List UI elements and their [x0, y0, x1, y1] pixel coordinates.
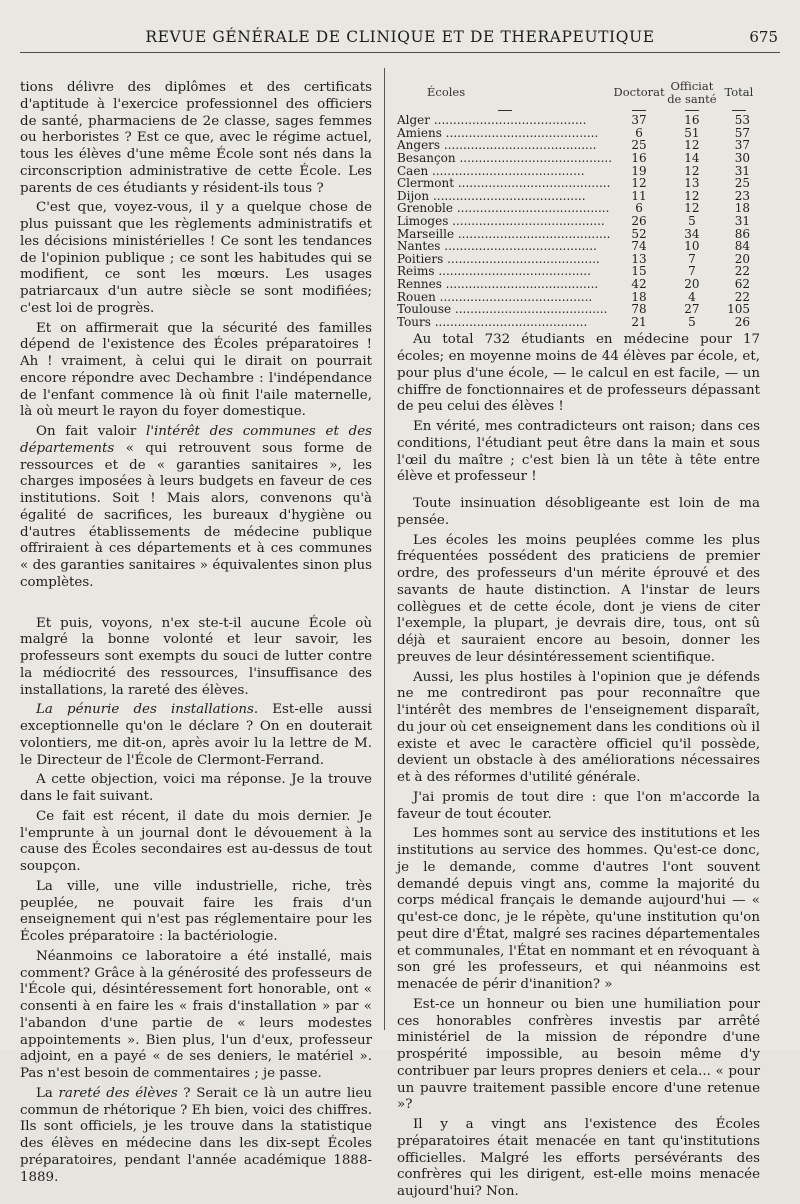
paragraph: Les écoles les moins peuplées comme les plus fréquentées possédent des praticiens de premier ordre, des professeurs d'un mérite éprouvé et des savants de haute distinction. A l'instar de leurs collègues et de cette école, dont je viens de citer l'exemple, la plupart, je devrais dire, tous, ont sû déjà et sauraient encore au besoin, donner les preuves de leur désintéressement scientifique.	[397, 532, 760, 665]
doctorat-cell: 42	[631, 276, 647, 291]
paragraph: Est-ce un honneur ou bien une humiliation pour ces honorables confrères investis par arrêté ministériel de la mission de répondre d'une prospérité impossible, au besoin même d'y contribuer par leurs propres deniers et cela... « pour un pauvre traitement passible encore d'une retenue »?	[397, 996, 760, 1113]
doctorat-cell: 78	[631, 302, 647, 317]
school-name-cell: Angers ........................................	[397, 138, 597, 153]
officiat-cell: 34	[684, 226, 700, 241]
officiat-cell: 27	[684, 302, 700, 317]
dash	[632, 110, 646, 111]
officiat-cell: 12	[684, 163, 700, 178]
total-cell: 23	[734, 188, 750, 203]
school-name-cell: Toulouse ........................................	[397, 302, 608, 317]
total-cell: 57	[734, 125, 750, 140]
school-name-cell: Poitiers ........................................	[397, 251, 600, 266]
text-run: « qui retrouvent sous forme de ressources et de « garanties sanitaires », les charges imposées à leurs budgets en faveur de ces institutions. Soit ! Mais alors, convenons qu'à égalité de sacrifices, les bureaux d'hygiène ou d'autres établissements de médecine publique offriraient à ces départements et à ces communes « des garanties sanitaires » équivalentes sinon plus complètes.	[20, 440, 372, 590]
table-row	[397, 114, 760, 127]
total-cell: 62	[734, 276, 750, 291]
officiat-cell: 12	[684, 138, 700, 153]
total-cell: 22	[734, 264, 750, 279]
officiat-cell: 5	[688, 213, 696, 228]
officiat-cell: 13	[684, 176, 700, 191]
table-row	[397, 316, 760, 329]
paragraph: Ce fait est récent, il date du mois dernier. Je l'emprunte à un journal dont le dévouement à la cause des Écoles secondaires est au-dessus de tout soupçon.	[20, 808, 372, 874]
paragraph: Les hommes sont au service des institutions et les institutions au service des hommes. Qu'est-ce donc, je le demande, comme d'autres l'ont souvent demandé depuis vingt ans, comme la majorité du corps médical français le demande aujourd'hui — « qu'est-ce donc, je le répète, qu'une institution qu'on peut dire d'État, malgré ses racines départementales et communales, l'État en nommant et en révoquant à son gré les professeurs, et qui néanmoins est menacée de périr d'inanition? »	[397, 826, 760, 993]
total-cell: 20	[734, 251, 750, 266]
school-name-cell: Reims ........................................	[397, 264, 591, 279]
running-title: REVUE GÉNÉRALE DE CLINIQUE ET DE THERAPEUTIQUE	[145, 28, 655, 46]
doctorat-cell: 25	[631, 138, 647, 153]
school-name-cell: Rouen ........................................	[397, 289, 593, 304]
total-cell: 26	[734, 314, 750, 329]
paragraph: Toute insinuation désobligeante est loin de ma pensée.	[397, 496, 760, 528]
col-header-doctorat: Doctorat	[613, 85, 665, 100]
doctorat-cell: 16	[631, 150, 647, 165]
doctorat-cell: 21	[631, 314, 647, 329]
column-divider	[384, 68, 385, 1030]
total-cell: 84	[734, 239, 750, 254]
schools-statistics-table	[397, 80, 760, 328]
left-column	[20, 80, 372, 1189]
officiat-cell: 51	[684, 125, 700, 140]
school-name-cell: Dijon ........................................	[397, 188, 586, 203]
dash	[685, 110, 699, 111]
doctorat-cell: 74	[631, 239, 647, 254]
paragraph: La ville, une ville industrielle, riche, très peuplée, ne pouvait faire les frais d'un enseignement qui n'est pas réglementaire pour les Écoles préparatoire : la bactériologie.	[20, 878, 372, 944]
officiat-cell: 7	[688, 264, 696, 279]
paragraph: Et on affirmerait que la sécurité des familles dépend de l'existence des Écoles préparatoires ! Ah ! vraiment, à celui qui le dirait on pourrait encore répondre avec Dechambre : l'indépendance de l'enfant commence là où finit l'aile maternelle, là où meurt le rayon du foyer domestique.	[20, 320, 372, 420]
school-name-cell: Tours ........................................	[397, 314, 588, 329]
officiat-cell: 7	[688, 251, 696, 266]
officiat-cell: 5	[688, 314, 696, 329]
doctorat-cell: 11	[631, 188, 647, 203]
total-cell: 86	[734, 226, 750, 241]
table-body	[397, 114, 760, 328]
total-cell: 30	[734, 150, 750, 165]
table-row	[397, 177, 760, 190]
paragraph: Néanmoins ce laboratoire a été installé, mais comment? Grâce à la générosité des professeurs de l'École qui, désintéressement fort honorable, ont « consenti à en faire les « frais d'installation » par « l'abandon d'une partie de « leurs modestes appointements ». Bien plus, l'un d'eux, professeur adjoint, en a payé « de ses deniers, le matériel ». Pas n'est besoin de commentaires ; je passe.	[20, 948, 372, 1081]
school-name-cell: Grenoble ........................................	[397, 201, 610, 216]
doctorat-cell: 52	[631, 226, 647, 241]
total-cell: 18	[734, 201, 750, 216]
total-cell: 31	[734, 163, 750, 178]
paragraph: Et puis, voyons, n'ex ste-t-il aucune École où malgré la bonne volonté et leur savoir, les professeurs sont exempts du souci de lutter contre la médiocrité des ressources, l'insuffisance des installations, la rareté des élèves.	[20, 615, 372, 698]
total-cell: 22	[734, 289, 750, 304]
doctorat-cell: 15	[631, 264, 647, 279]
officiat-cell: 20	[684, 276, 700, 291]
paragraph	[20, 424, 372, 592]
italic-phrase: La pénurie des installations.	[36, 702, 259, 718]
school-name-cell: Marseille ........................................	[397, 226, 611, 241]
officiat-cell: 4	[688, 289, 696, 304]
total-cell: 53	[734, 113, 750, 128]
school-name-cell: Nantes ........................................	[397, 239, 597, 254]
dash	[498, 110, 512, 111]
table-row	[397, 278, 760, 291]
paragraph	[20, 702, 372, 769]
officiat-cell: 12	[684, 188, 700, 203]
school-name-cell: Caen ........................................	[397, 163, 585, 178]
text-run: Est-elle aussi exceptionnelle qu'on le déclare ? On en douterait volontiers, me dit-on, après avoir lu la lettre de M. le Directeur de l'École de Clermont-Ferrand.	[20, 702, 372, 768]
school-name-cell: Clermont ........................................	[397, 176, 611, 191]
italic-phrase: rareté des élèves	[58, 1085, 178, 1101]
text-run: On fait valoir	[36, 424, 147, 439]
col-header-total: Total	[724, 85, 754, 100]
table-row	[397, 240, 760, 253]
school-name-cell: Limoges ........................................	[397, 213, 605, 228]
paragraph: Il y a vingt ans l'existence des Écoles préparatoires était menacée en tant qu'institutions officielles. Malgré les efforts persévérants des confrères qui les dirigent, est-elle moins menacée aujourd'hui? Non.	[397, 1117, 760, 1200]
officiat-cell: 10	[684, 239, 700, 254]
doctorat-cell: 26	[631, 213, 647, 228]
school-name-cell: Amiens ........................................	[397, 125, 599, 140]
total-cell: 105	[727, 302, 750, 317]
paragraph: tions délivre des diplômes et des certificats d'aptitude à l'exercice professionnel des officiers de santé, pharmaciens de 2e classe, sages femmes ou herboristes ? Est ce que, avec le régime actuel, tous les élèves d'une même École sont nés dans la circonscription administrative de cette École. Les parents de ces étudiants y résident-ils tous ?	[20, 80, 372, 196]
italic-phrase: l'intérêt des communes et des départements	[20, 424, 372, 456]
table-row	[397, 215, 760, 228]
page-number: 675	[749, 28, 778, 46]
doctorat-cell: 37	[631, 113, 647, 128]
text-run: ? Serait ce là un autre lieu commun de rhétorique ? Eh bien, voici des chiffres. Ils sont officiels, je les trouve dans la statistique des élèves en médecine dans les dix-sept Écoles préparatoires, pendant l'année académique 1888-1889.	[20, 1085, 372, 1185]
doctorat-cell: 19	[631, 163, 647, 178]
officiat-cell: 12	[684, 201, 700, 216]
paragraph: En vérité, mes contradicteurs ont raison; dans ces conditions, l'étudiant peut être dans la main et sous l'œil du maître ; c'est bien là un tête à tête entre élève et professeur !	[397, 419, 760, 485]
officiat-cell: 16	[684, 113, 700, 128]
doctorat-cell: 18	[631, 289, 647, 304]
table-header-row	[397, 80, 760, 107]
school-name-cell: Alger ........................................	[397, 113, 587, 128]
right-column	[397, 80, 760, 1204]
table-row	[397, 303, 760, 316]
paragraph: Aussi, les plus hostiles à l'opinion que je défends ne me contrediront pas pour reconnaître que l'intérêt des membres de l'enseignement disparaît, du jour où cet enseignement dans les conditions où il existe et avec le caractère officiel qu'il possède, devient un obstacle à des améliorations nécessaires et à des réformes d'utilité générale.	[397, 669, 760, 786]
col-header-ecoles: Écoles	[427, 85, 466, 100]
doctorat-cell: 13	[631, 251, 647, 266]
officiat-cell: 14	[684, 150, 700, 165]
school-name-cell: Rennes ........................................	[397, 276, 599, 291]
table-row	[397, 152, 760, 165]
doctorat-cell: 12	[631, 176, 647, 191]
doctorat-cell: 6	[635, 125, 643, 140]
paragraph	[20, 1086, 372, 1187]
paragraph: A cette objection, voici ma réponse. Je la trouve dans le fait suivant.	[20, 772, 372, 804]
paragraph: Au total 732 étudiants en médecine pour 17 écoles; en moyenne moins de 44 élèves par école, et, pour plus d'une école, — le calcul en est facile, — un chiffre de fonctionnaires et de professeurs dépassant de peu celui des élèves !	[397, 332, 760, 415]
paragraph: J'ai promis de tout dire : que l'on m'accorde la faveur de tout écouter.	[397, 789, 760, 822]
school-name-cell: Besançon ........................................	[397, 150, 613, 165]
page-header	[20, 28, 780, 53]
total-cell: 25	[734, 176, 750, 191]
total-cell: 37	[734, 138, 750, 153]
col-header-officiat: Officiat de santé	[667, 79, 717, 106]
dash	[732, 110, 746, 111]
total-cell: 31	[734, 213, 750, 228]
doctorat-cell: 6	[635, 201, 643, 216]
paragraph: C'est que, voyez-vous, il y a quelque chose de plus puissant que les règlements administratifs et les décisions ministérielles ! Ce sont les tendances de l'opinion publique ; ce sont les habitudes qui se modifient, ce sont les mœurs. Les usages patriarcaux d'un autre siècle se sont modifiées; c'est loi de progrès.	[20, 200, 372, 316]
text-run: La	[36, 1085, 59, 1101]
